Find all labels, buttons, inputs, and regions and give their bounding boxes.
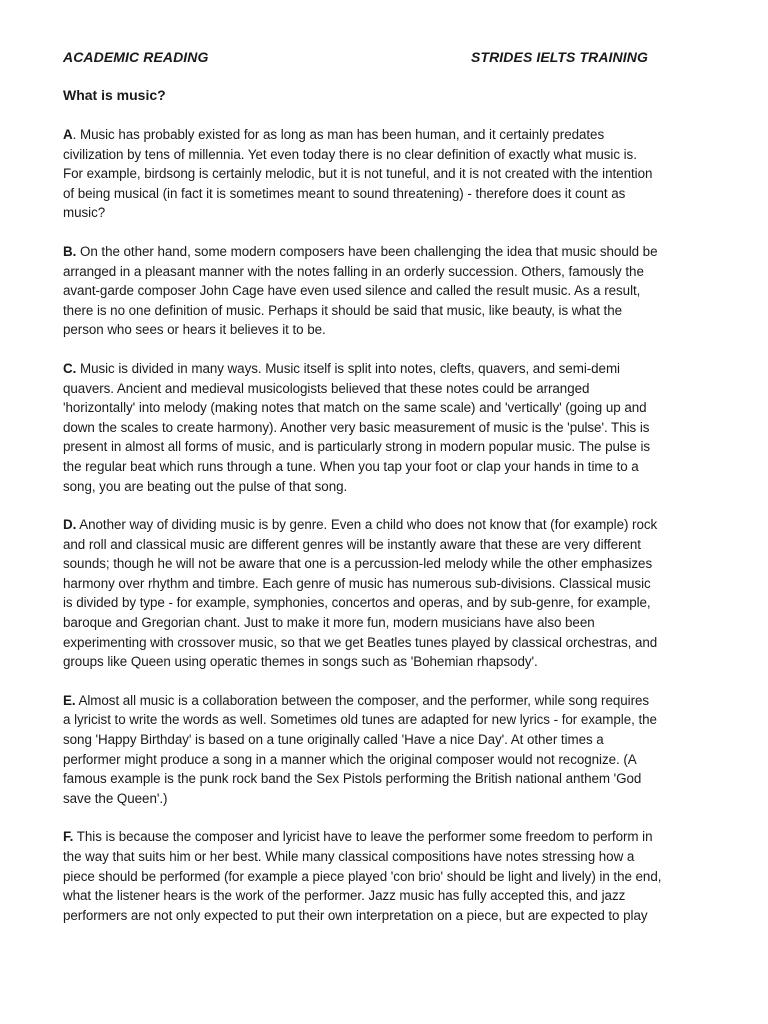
paragraph-text: avant-garde composer John Cage have even used silence and called the result music. As a result, bbox=[63, 283, 641, 299]
paragraph bbox=[63, 827, 723, 925]
document-body bbox=[63, 125, 723, 944]
paragraph-text: music? bbox=[63, 205, 106, 221]
paragraph-text: This is because the composer and lyricist have to leave the performer some freedom to perform in bbox=[73, 829, 653, 845]
paragraph bbox=[63, 515, 723, 672]
paragraph-text: performer might produce a song in a manner which the original composer would not recognize. (A bbox=[63, 751, 637, 767]
paragraph-text: there is no one definition of music. Perhaps it should be said that music, like beauty, is what the bbox=[63, 302, 623, 318]
paragraph-line bbox=[63, 242, 723, 262]
paragraph-line bbox=[63, 827, 723, 847]
paragraph-line bbox=[63, 281, 723, 301]
paragraph-line bbox=[63, 145, 723, 165]
paragraph-text: down the scales to create harmony). Another very basic measurement of music is the 'pulse'. This is bbox=[63, 419, 650, 435]
paragraph-line bbox=[63, 554, 723, 574]
paragraph-text: experimenting with crossover music, so that we get Beatles tunes played by classical orchestras, and bbox=[63, 634, 658, 650]
paragraph-text: the regular beat which runs through a tune. When you tap your foot or clap your hands in time to a bbox=[63, 458, 639, 474]
paragraph-text: arranged in a pleasant manner with the notes falling in an orderly succession. Others, famously the bbox=[63, 263, 644, 279]
paragraph-text: baroque and Gregorian chant. Just to make it more fun, modern musicians have also been bbox=[63, 615, 595, 631]
paragraph-text: a lyricist to write the words as well. Sometimes old tunes are adapted for new lyrics - for example, the bbox=[63, 712, 657, 728]
paragraph-line bbox=[63, 164, 723, 184]
paragraph-text: sounds; though he will not be aware that one is a percussion-led melody while the other emphasizes bbox=[63, 556, 653, 572]
paragraph-line bbox=[63, 886, 723, 906]
paragraph-text: 'horizontally' into melody (making notes that match on the same scale) and 'vertically' (going up and bbox=[63, 400, 647, 416]
document-title: What is music? bbox=[63, 87, 166, 103]
paragraph-letter: A bbox=[63, 127, 73, 142]
paragraph-line bbox=[63, 691, 723, 711]
paragraph-line bbox=[63, 125, 723, 145]
paragraph-text: is divided by type - for example, symphonies, concertos and operas, and by sub-genre, for example, bbox=[63, 595, 651, 611]
paragraph-line bbox=[63, 320, 723, 340]
paragraph-line bbox=[63, 203, 723, 223]
paragraph-line bbox=[63, 515, 723, 535]
paragraph-text: song, you are beating out the pulse of that song. bbox=[63, 478, 348, 494]
paragraph-line bbox=[63, 730, 723, 750]
paragraph-text: person who sees or hears it believes it to be. bbox=[63, 322, 326, 338]
paragraph-text: Another way of dividing music is by genre. Even a child who does not know that (for example) rock bbox=[76, 517, 658, 533]
paragraph-line bbox=[63, 769, 723, 789]
paragraph-text: . Music has probably existed for as long as man has been human, and it certainly predates bbox=[72, 127, 605, 142]
page-header bbox=[63, 49, 683, 69]
paragraph-line bbox=[63, 418, 723, 438]
paragraph-line bbox=[63, 535, 723, 555]
paragraph-line bbox=[63, 359, 723, 379]
paragraph-line bbox=[63, 710, 723, 730]
paragraph-text: civilization by tens of millennia. Yet even today there is no clear definition of exactly what music is. bbox=[63, 146, 637, 162]
paragraph-text: quavers. Ancient and medieval musicologists believed that these notes could be arranged bbox=[63, 380, 590, 396]
paragraph-text: and roll and classical music are different genres will be instantly aware that these are very different bbox=[63, 536, 641, 552]
paragraph-text: On the other hand, some modern composers have been challenging the idea that music should be bbox=[76, 243, 658, 259]
paragraph-text: groups like Queen using operatic themes in songs such as 'Bohemian rhapsody'. bbox=[63, 654, 538, 670]
paragraph bbox=[63, 359, 723, 496]
paragraph-line bbox=[63, 593, 723, 613]
paragraph-line bbox=[63, 906, 723, 926]
paragraph-letter: F. bbox=[63, 829, 74, 845]
paragraph-line bbox=[63, 789, 723, 809]
paragraph-line bbox=[63, 867, 723, 887]
paragraph-text: Music is divided in many ways. Music itself is split into notes, clefts, quavers, and semi-demi bbox=[76, 360, 620, 376]
paragraph-line bbox=[63, 750, 723, 770]
paragraph-letter: B. bbox=[63, 243, 77, 259]
paragraph-line bbox=[63, 379, 723, 399]
paragraph-line bbox=[63, 633, 723, 653]
paragraph-line bbox=[63, 652, 723, 672]
paragraph-text: present in almost all forms of music, and is particularly strong in modern popular music. The pulse is bbox=[63, 439, 651, 455]
paragraph-letter: E. bbox=[63, 692, 76, 708]
paragraph-line bbox=[63, 613, 723, 633]
paragraph-text: harmony over rhythm and timbre. Each genre of music has numerous sub-divisions. Classical music bbox=[63, 575, 651, 591]
paragraph-line bbox=[63, 847, 723, 867]
paragraph bbox=[63, 242, 723, 340]
paragraph-letter: D. bbox=[63, 517, 77, 533]
paragraph-text: what the listener hears is the work of the performer. Jazz music has fully accepted this, and jazz bbox=[63, 888, 626, 904]
paragraph-line bbox=[63, 477, 723, 497]
paragraph-text: song 'Happy Birthday' is based on a tune originally called 'Have a nice Day'. At other times a bbox=[63, 732, 604, 748]
paragraph-text: famous example is the punk rock band the Sex Pistols performing the British national anthem 'God bbox=[63, 771, 642, 787]
paragraph-text: piece should be performed (for example a piece played 'con brio' should be light and lively) in the end, bbox=[63, 868, 662, 884]
paragraph-line bbox=[63, 301, 723, 321]
header-left-label: ACADEMIC READING bbox=[63, 49, 209, 65]
paragraph-text: performers are not only expected to put their own interpretation on a piece, but are expected to play bbox=[63, 907, 648, 923]
paragraph-text: For example, birdsong is certainly melodic, but it is not tuneful, and it is not created with the intention bbox=[63, 166, 653, 182]
paragraph bbox=[63, 691, 723, 809]
header-right-label: STRIDES IELTS TRAINING bbox=[471, 49, 648, 65]
paragraph-line bbox=[63, 574, 723, 594]
paragraph-text: of being musical (in fact it is sometimes meant to sound threatening) - therefore does it count as bbox=[63, 185, 626, 201]
paragraph-line bbox=[63, 184, 723, 204]
paragraph bbox=[63, 125, 723, 223]
paragraph-text: save the Queen'.) bbox=[63, 790, 168, 806]
paragraph-text: the way that suits him or her best. While many classical compositions have notes stressing how a bbox=[63, 849, 635, 864]
paragraph-line bbox=[63, 262, 723, 282]
paragraph-line bbox=[63, 457, 723, 477]
paragraph-text: Almost all music is a collaboration between the composer, and the performer, while song requires bbox=[75, 692, 650, 708]
paragraph-line bbox=[63, 437, 723, 457]
paragraph-letter: C. bbox=[63, 360, 77, 376]
paragraph-line bbox=[63, 398, 723, 418]
